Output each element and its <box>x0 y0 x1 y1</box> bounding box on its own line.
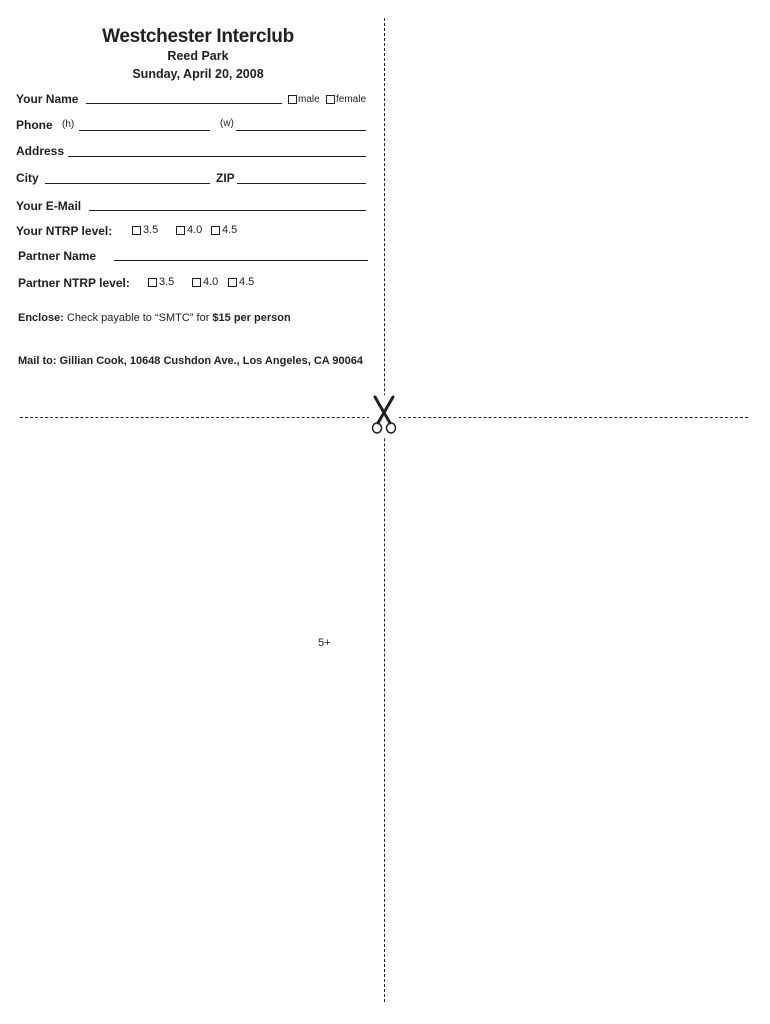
zip-field[interactable] <box>237 183 366 184</box>
name-label: Your Name <box>16 92 79 106</box>
phone-work-field[interactable] <box>236 130 366 131</box>
enclose-amount: $15 per person <box>212 312 291 324</box>
female-label: female <box>336 94 367 105</box>
email-label: Your E-Mail <box>16 199 82 213</box>
partner-ntrp-4-5-checkbox[interactable] <box>228 278 237 287</box>
enclose-label: Enclose: <box>18 312 64 324</box>
ntrp-4-0-label: 4.0 <box>187 224 203 236</box>
partner-ntrp-label: Partner NTRP level: <box>18 276 130 290</box>
city-label: City <box>16 171 39 185</box>
female-checkbox[interactable] <box>326 95 335 104</box>
partner-ntrp-3-5-label: 3.5 <box>159 276 175 288</box>
name-field[interactable] <box>86 103 282 104</box>
ntrp-3-5-checkbox[interactable] <box>132 226 141 235</box>
enclose-instruction <box>18 312 291 324</box>
mail-to-address: Mail to: Gillian Cook, 10648 Cushdon Ave., Los Angeles, CA 90064 <box>18 355 363 367</box>
page-number: 5+ <box>318 637 331 649</box>
address-label: Address <box>16 144 65 158</box>
partner-ntrp-3-5-checkbox[interactable] <box>148 278 157 287</box>
phone-home-label: (h) <box>62 119 75 130</box>
ntrp-4-0-checkbox[interactable] <box>176 226 185 235</box>
partner-name-field[interactable] <box>114 260 368 261</box>
vertical-cut-line <box>384 18 385 1002</box>
event-location: Reed Park <box>167 49 229 63</box>
email-field[interactable] <box>89 210 366 211</box>
event-date: Sunday, April 20, 2008 <box>132 67 264 81</box>
form-title: Westchester Interclub <box>102 26 294 47</box>
partner-name-label: Partner Name <box>18 249 97 263</box>
partner-ntrp-4-0-checkbox[interactable] <box>192 278 201 287</box>
horizontal-cut-line-right <box>398 417 748 418</box>
ntrp-4-5-checkbox[interactable] <box>211 226 220 235</box>
male-checkbox[interactable] <box>288 95 297 104</box>
ntrp-3-5-label: 3.5 <box>143 224 159 236</box>
zip-label: ZIP <box>216 171 235 185</box>
phone-work-label: (w) <box>220 118 234 129</box>
scissors-icon <box>369 395 399 437</box>
phone-home-field[interactable] <box>79 130 210 131</box>
partner-ntrp-4-5-label: 4.5 <box>239 276 255 288</box>
male-label: male <box>298 94 320 105</box>
partner-ntrp-4-0-label: 4.0 <box>203 276 219 288</box>
enclose-text: Check payable to “SMTC” for <box>66 312 210 324</box>
horizontal-cut-line-left <box>20 417 370 418</box>
address-field[interactable] <box>68 156 366 157</box>
ntrp-4-5-label: 4.5 <box>222 224 238 236</box>
ntrp-label: Your NTRP level: <box>16 224 113 238</box>
city-field[interactable] <box>45 183 210 184</box>
phone-label: Phone <box>16 118 53 132</box>
